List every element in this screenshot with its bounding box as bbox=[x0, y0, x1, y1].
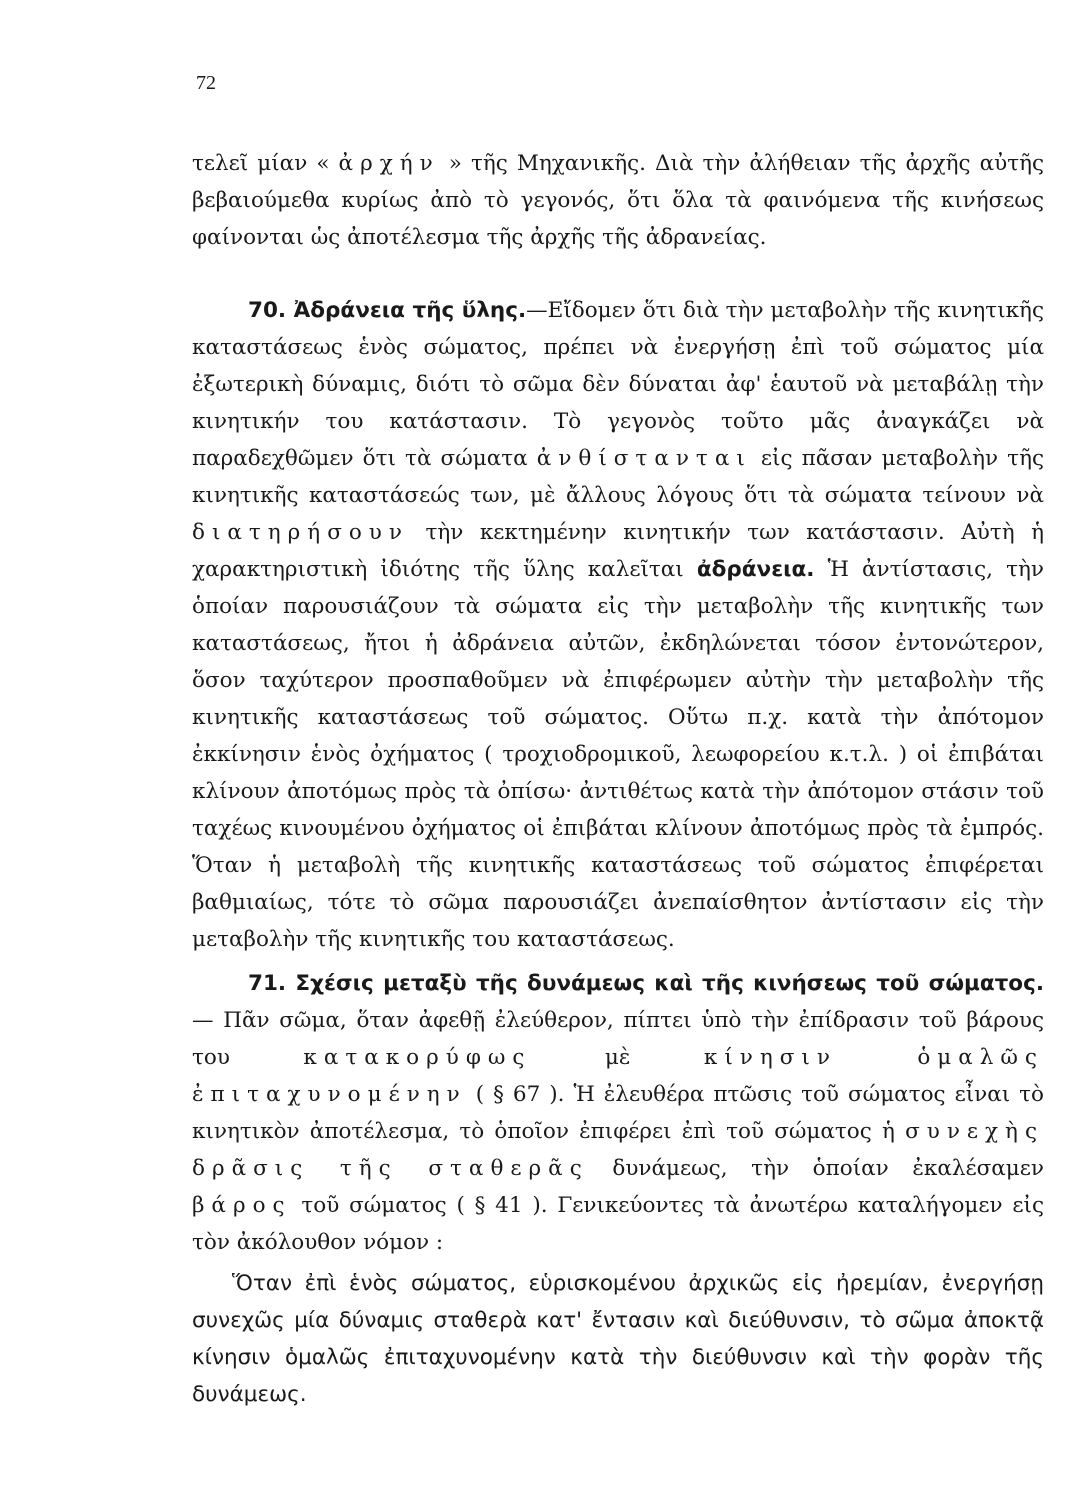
section-70-text-c: εἰς πᾶσαν μεταβολὴν τῆς κινητικῆς καταστάσεώς των, μὲ ἄλλους λόγους ὅτι τὰ σώματα τείνουν νὰ bbox=[192, 446, 1044, 508]
section-71-spaced-term-3: συνεχὴς δρᾶσις τῆς σταθερᾶς bbox=[192, 1119, 1044, 1181]
paragraph-intro-spaced-term: ἀρχήν bbox=[338, 151, 440, 176]
page-number: 72 bbox=[196, 72, 216, 94]
section-71-heading: 71. Σχέσις μεταξὺ τῆς δυνάμεως καὶ τῆς κινήσεως τοῦ σώματος. bbox=[248, 971, 1044, 996]
law-statement: Ὅταν ἐπὶ ἑνὸς σώματος, εὑρισκομένου ἀρχικῶς εἰς ἠρεμίαν, ἐνεργήσῃ συνεχῶς μία δύναμις σταθερὰ κατ' ἔντασιν καὶ διεύθυνσιν, τὸ σῶμα ἀποκτᾷ κίνησιν ὁμαλῶς ἐπιταχυνομένην κατὰ τὴν διεύθυνσιν καὶ τὴν φορὰν τῆς δυνάμεως. bbox=[192, 1271, 1044, 1407]
section-71-spaced-term-1: κατακορύφως bbox=[303, 1045, 532, 1070]
section-71-text-e: ( § 67 ). Ἡ ἐλευθέρα πτῶσις τοῦ σώματος εἶναι τὸ κινητικὸν ἀποτέλεσμα, τὸ ὁποῖον ἐπιφέρει ἐπὶ τοῦ σώματος ἡ bbox=[192, 1082, 1044, 1144]
section-71-spaced-term-4: βάρος bbox=[192, 1193, 292, 1218]
paragraph-intro-text-c: » τῆς Μηχανικῆς. Διὰ τὴν ἀλήθειαν τῆς ἀρχῆς αὐτῆς βεβαιούμεθα κυρίως ἀπὸ τὸ γεγονός, ὅτι ὅλα τὰ φαινόμενα τῆς κινήσεως φαίνονται ὡς ἀποτέλεσμα τῆς ἀρχῆς τῆς ἀδρανείας. bbox=[192, 151, 1045, 250]
paragraph-intro-text-a: τελεῖ μίαν « bbox=[192, 151, 330, 176]
section-70-bold-term: ἀδράνεια. bbox=[696, 557, 815, 582]
section-70-heading: 70. Ἀδράνεια τῆς ὕλης. bbox=[248, 298, 527, 323]
section-70 bbox=[192, 292, 1044, 958]
section-70-text-a: —Εἴδομεν ὅτι διὰ τὴν μεταβολὴν τῆς κινητικῆς καταστάσεως ἑνὸς σώματος, πρέπει νὰ ἐνεργήσῃ ἐπὶ τοῦ σώματος μία ἐξωτερικὴ δύναμις, διότι τὸ σῶμα δὲν δύναται ἀφ' ἑαυτοῦ νὰ μεταβάλῃ τὴν κινητικήν του κατάστασιν. Τὸ γεγονὸς τοῦτο μᾶς ἀναγκάζει νὰ παραδεχθῶμεν ὅτι τὰ σώματα bbox=[192, 298, 1044, 471]
section-70-spaced-term-1: ἀνθίστανται bbox=[536, 446, 752, 471]
section-71-text-g: δυνάμεως, τὴν ὁποίαν ἐκαλέσαμεν bbox=[612, 1156, 1044, 1181]
section-71-spaced-term-2: κίνησιν ὁμαλῶς ἐπιταχυνομένην bbox=[192, 1045, 1044, 1107]
section-71-text-a: — Πᾶν σῶμα, ὅταν ἀφεθῇ ἐλεύθερον, πίπτει ὑπὸ τὴν ἐπίδρασιν τοῦ βάρους του bbox=[192, 1008, 1044, 1070]
section-70-spaced-term-2: διατηρήσουν bbox=[192, 520, 409, 545]
section-71-text-i: τοῦ σώματος ( § 41 ). Γενικεύοντες τὰ ἀνωτέρω καταλήγομεν εἰς τὸν ἀκόλουθον νόμον : bbox=[192, 1193, 1044, 1255]
section-71 bbox=[192, 965, 1044, 1261]
paragraph-intro bbox=[192, 145, 1044, 256]
section-71-text-c: μὲ bbox=[604, 1045, 631, 1070]
section-70-text-e: τὴν κεκτημένην κινητικήν των κατάστασιν. Αὐτὴ ἡ χαρακτηριστικὴ ἰδιότης τῆς ὕλης καλεῖται bbox=[192, 520, 1044, 582]
section-70-text-g: Ἡ ἀντίστασις, τὴν ὁποίαν παρουσιάζουν τὰ σώματα εἰς τὴν μεταβολὴν τῆς κινητικῆς των καταστάσεως, ἤτοι ἡ ἀδράνεια αὐτῶν, ἐκδηλώνεται τόσον ἐντονώτερον, ὅσον ταχύτερον προσπαθοῦμεν νὰ ἐπιφέρωμεν αὐτὴν τὴν μεταβολὴν τῆς κινητικῆς καταστάσεως τοῦ σώματος. Οὕτω π.χ. κατὰ τὴν ἀπότομον ἐκκίνησιν ἑνὸς ὀχήματος ( τροχιοδρομικοῦ, λεωφορείου κ.τ.λ. ) οἱ ἐπιβάται κλίνουν ἀποτόμως πρὸς τὰ ὀπίσω· ἀντιθέτως κατὰ τὴν ἀπότομον στάσιν τοῦ ταχέως κινουμένου ὀχήματος οἱ ἐπιβάται κλίνουν ἀποτόμως πρὸς τὰ ἐμπρός. Ὅταν ἡ μεταβολὴ τῆς κινητικῆς καταστάσεως τοῦ σώματος ἐπιφέρεται βαθμιαίως, τότε τὸ σῶμα παρουσιάζει ἀνεπαίσθητον ἀντίστασιν εἰς τὴν μεταβολὴν τῆς κινητικῆς του καταστάσεως. bbox=[192, 557, 1044, 952]
